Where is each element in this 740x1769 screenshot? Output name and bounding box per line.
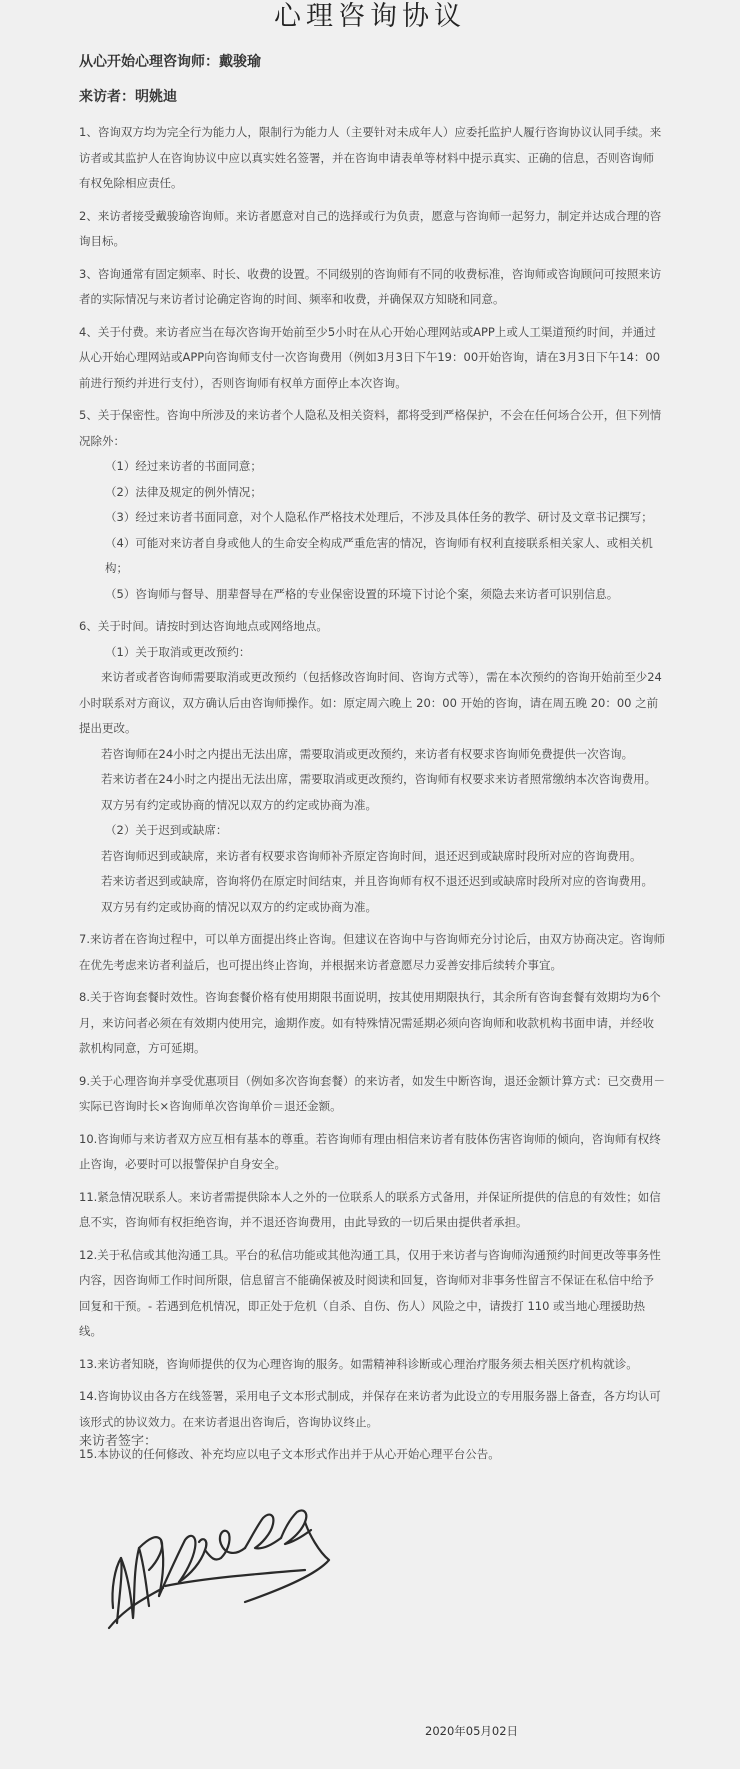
- clause-6-cancel-text: 若来访者在24小时之内提出无法出席，需要取消或更改预约，咨询师有权要求来访者照常缴纳本次咨询费用。: [101, 772, 657, 786]
- clause-5-item: （5）咨询师与督导、朋辈督导在严格的专业保密设置的环境下讨论个案，须隐去来访者可识别信息。: [105, 586, 619, 601]
- signature-label: 来访者签字：: [79, 1434, 158, 1449]
- clause-6-late-text: 若来访者迟到或缺席，咨询将仍在原定时间结束，并且咨询师有权不退还迟到或缺席时段所对应的咨询费用。: [101, 874, 653, 888]
- clause-5-intro: 5、关于保密性。咨询中所涉及的来访者个人隐私及相关资料，都将受到严格保护，不会在任何场合公开，但下列情况除外：: [79, 408, 662, 448]
- visitor-line: 来访者：明姚迪: [79, 89, 177, 105]
- clause-5-item: （1）经过来访者的书面同意；: [105, 459, 262, 473]
- clause-10: 10.咨询师与来访者双方应互相有基本的尊重。若咨询师有理由相信来访者有肢体伤害咨询师的倾向，咨询师有权终止咨询，必要时可以报警保护自身安全。: [79, 1131, 661, 1171]
- clause-6: [79, 614, 665, 920]
- handwritten-signature-icon: [105, 1478, 335, 1658]
- clause-5-item: （3）经过来访者书面同意，对个人隐私作严格技术处理后，不涉及具体任务的教学、研讨及文章书记撰写；: [105, 510, 653, 524]
- clause-11: 11.紧急情况联系人。来访者需提供除本人之外的一位联系人的联系方式备用，并保证所提供的信息的有效性；如信息不实，咨询师有权拒绝咨询，并不退还咨询费用，由此导致的一切后果由提供者承担。: [79, 1189, 661, 1229]
- clause-6-late-text: 若咨询师迟到或缺席，来访者有权要求咨询师补齐原定咨询时间，退还迟到或缺席时段所对应的咨询费用。: [101, 848, 642, 863]
- clause-2: 2、来访者接受戴骏瑜咨询师。来访者愿意对自己的选择或行为负责，愿意与咨询师一起努力，制定并达成合理的咨询目标。: [79, 208, 662, 248]
- clause-8: 8.关于咨询套餐时效性。咨询套餐价格有使用期限书面说明，按其使用期限执行，其余所有咨询套餐有效期均为6个月，来访问者必须在有效期内使用完，逾期作废。如有特殊情况需延期必须向咨询师和收款机构书面申请，并经收款机构同意，方可延期。: [79, 990, 661, 1055]
- clause-14: 14.咨询协议由各方在线签署，采用电子文本形式制成，并保存在来访者为此设立的专用服务器上备查，各方均认可该形式的协议效力。在来访者退出咨询后，咨询协议终止。: [79, 1389, 661, 1429]
- clause-list: [79, 120, 665, 1475]
- clause-6-cancel-text: 双方另有约定或协商的情况以双方的约定或协商为准。: [101, 797, 377, 812]
- clause-6-cancel-text: 来访者或者咨询师需要取消或更改预约（包括修改咨询时间、咨询方式等），需在本次预约的咨询开始前至少24小时联系对方商议，双方确认后由咨询师操作。如：原定周六晚上 20：00 开始的咨询，请在周五晚 20：00 之前提出更改。: [79, 670, 662, 735]
- clause-4: 4、关于付费。来访者应当在每次咨询开始前至少5小时在从心开始心理网站或APP上或人工渠道预约时间，并通过从心开始心理网站或APP向咨询师支付一次咨询费用（例如3月3日下午19：00开始咨询，请在3月3日下午14：00前进行预约并进行支付），否则咨询师有权单方面停止本次咨询。: [79, 324, 661, 390]
- document-title: 心理咨询协议: [274, 1, 466, 32]
- clause-6-cancel-text: 若咨询师在24小时之内提出无法出席，需要取消或更改预约，来访者有权要求咨询师免费提供一次咨询。: [101, 746, 634, 761]
- signature-date: 2020年05月02日: [425, 1724, 519, 1738]
- clause-3: 3、咨询通常有固定频率、时长、收费的设置。不同级别的咨询师有不同的收费标准，咨询师或咨询顾问可按照来访者的实际情况与来访者讨论确定咨询的时间、频率和收费，并确保双方知晓和同意。: [79, 266, 662, 306]
- clause-5-item: （2）法律及规定的例外情况；: [105, 484, 262, 499]
- clause-1: 1、咨询双方均为完全行为能力人，限制行为能力人（主要针对未成年人）应委托监护人履行咨询协议认同手续。来访者或其监护人在咨询协议中应以真实姓名签署，并在咨询申请表单等材料中提示真实、正确的信息，否则咨询师有权免除相应责任。: [79, 125, 662, 190]
- clause-6-intro: 6、关于时间。请按时到达咨询地点或网络地点。: [79, 619, 328, 633]
- clause-6-subheading-late: （2）关于迟到或缺席：: [105, 823, 228, 837]
- clause-6-late-text: 双方另有约定或协商的情况以双方的约定或协商为准。: [101, 899, 377, 914]
- clause-15: 15.本协议的任何修改、补充均应以电子文本形式作出并于从心开始心理平台公告。: [79, 1447, 500, 1461]
- clause-5-item: （4）可能对来访者自身或他人的生命安全构成严重危害的情况，咨询师有权利直接联系相关家人、或相关机构；: [105, 535, 653, 575]
- clause-12: 12.关于私信或其他沟通工具。平台的私信功能或其他沟通工具，仅用于来访者与咨询师沟通预约时间更改等事务性内容，因咨询师工作时间所限，信息留言不能确保被及时阅读和回复，咨询师对非事务性留言不保证在私信中给予回复和干预。- 若遇到危机情况，即正处于危机（自杀、自伤、伤人）风险之中，请拨打 110 或当地心理援助热线。: [79, 1247, 661, 1338]
- clause-6-subheading-cancel: （1）关于取消或更改预约：: [105, 644, 251, 659]
- counselor-line: 从心开始心理咨询师：戴骏瑜: [79, 54, 261, 70]
- clause-13: 13.来访者知晓，咨询师提供的仅为心理咨询的服务。如需精神科诊断或心理治疗服务须去相关医疗机构就诊。: [79, 1356, 638, 1371]
- clause-7: 7.来访者在咨询过程中，可以单方面提出终止咨询。但建议在咨询中与咨询师充分讨论后，由双方协商决定。咨询师在优先考虑来访者利益后，也可提出终止咨询，并根据来访者意愿尽力妥善安排后续转介事宜。: [79, 932, 665, 972]
- clause-5: [79, 403, 665, 607]
- clause-9: 9.关于心理咨询并享受优惠项目（例如多次咨询套餐）的来访者，如发生中断咨询，退还金额计算方式：已交费用－实际已咨询时长×咨询师单次咨询单价＝退还金额。: [79, 1073, 665, 1113]
